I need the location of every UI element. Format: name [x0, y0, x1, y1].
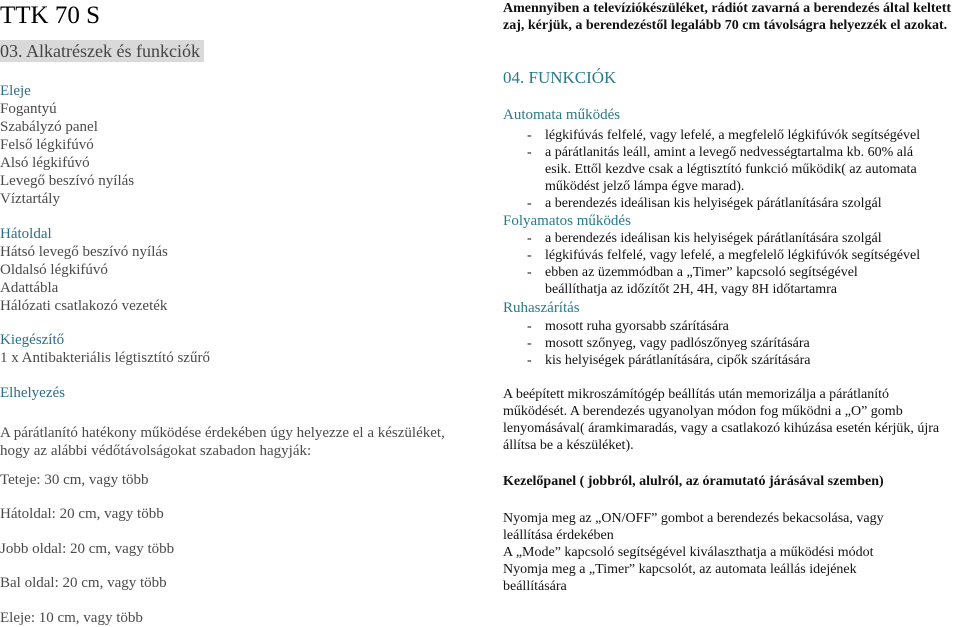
auto-bullet-text: légkifúvás felfelé, vagy lefelé, a megfelelő légkifúvók segítségével	[545, 128, 921, 143]
page-title: TTK 70 S	[0, 2, 100, 29]
distance-back: Hátoldal: 20 cm, vagy több	[0, 506, 164, 522]
drying-bullet: - mosott szőnyeg, vagy padlószőnyeg szárítására	[527, 336, 810, 351]
auto-bullet-cont: működést jelző lámpa égve marad).	[545, 179, 745, 194]
drying-bullet: - kis helyiségek párátlanítására, cipők szárítására	[527, 353, 811, 368]
continuous-bullet-text: légkifúvás felfelé, vagy lefelé, a megfelelő légkifúvók segítségével	[545, 248, 921, 263]
distance-right: Jobb oldal: 20 cm, vagy több	[0, 541, 175, 557]
auto-bullet: - légkifúvás felfelé, vagy lefelé, a megfelelő légkifúvók segítségével	[527, 128, 921, 143]
functions-heading: 04. FUNKCIÓK	[503, 68, 617, 87]
side-item: Hálózati csatlakozó vezeték	[0, 298, 168, 314]
auto-bullet: - a berendezés ideálisan kis helyiségek párátlanítására szolgál	[527, 196, 882, 211]
continuous-bullet-cont: beállíthatja az időzítőt 2H, 4H, vagy 8H időtartamra	[545, 282, 837, 297]
side-item: Hátsó levegő beszívó nyílás	[0, 244, 168, 260]
continuous-heading: Folyamatos működés	[503, 213, 631, 229]
continuous-bullet-text: a berendezés ideálisan kis helyiségek párátlanítására szolgál	[545, 231, 882, 246]
side-item: Adattábla	[0, 280, 59, 296]
drying-bullet-text: kis helyiségek párátlanítására, cipők szárítására	[545, 353, 811, 368]
auto-bullet: - a párátlanitás leáll, amint a levegő nedvességtartalma kb. 60% alá	[527, 145, 914, 160]
memory-paragraph: A beépített mikroszámítógép beállítás után memorizálja a párátlanító működését. A berendezés ugyanolyan módon fog működni a „O” gomb lenyomásával( áramkimaradás, vagy a csatlakozó kihúzása esetén kérjük, újra állítsa be a készüléket).	[503, 387, 940, 453]
drying-bullet: - mosott ruha gyorsabb szárítására	[527, 319, 729, 334]
panel-paragraph-timer: Nyomja meg a „Timer” kapcsolót, az automata leállás idejének beállítására	[503, 562, 857, 594]
drying-heading: Ruhaszárítás	[503, 300, 580, 316]
panel-paragraph-onoff: Nyomja meg az „ON/OFF” gombot a berendezés bekacsolása, vagy leállítása érdekében	[503, 511, 884, 543]
front-item: Szabályzó panel	[0, 119, 98, 135]
warning-paragraph: Amennyiben a televíziókészüléket, rádiót zavarná a berendezés által keltett zaj, kérjük, a berendezéstől legalább 70 cm távolságra helyezzék el azokat.	[503, 1, 952, 33]
auto-heading: Automata működés	[503, 107, 621, 123]
front-heading: Eleje	[0, 83, 31, 99]
auto-bullet-cont: esik. Ettől kezdve csak a légtisztító funkció működik( az automata	[545, 162, 917, 177]
front-item: Levegő beszívó nyílás	[0, 173, 135, 189]
panel-paragraph-mode: A „Mode” kapcsoló segítségével kiválaszthatja a működési módot	[503, 545, 874, 560]
continuous-bullet: - a berendezés ideálisan kis helyiségek párátlanítására szolgál	[527, 231, 882, 246]
distance-left: Bal oldal: 20 cm, vagy több	[0, 575, 167, 591]
auto-bullet-text: a berendezés ideálisan kis helyiségek párátlanítására szolgál	[545, 196, 882, 211]
front-item: Víztartály	[0, 191, 60, 207]
continuous-bullet: - ebben az üzemmódban a „Timer” kapcsoló segítségével	[527, 265, 858, 280]
accessory-item: 1 x Antibakteriális légtisztító szűrő	[0, 350, 210, 366]
panel-heading: Kezelőpanel ( jobbról, alulról, az óramutató járásával szemben)	[503, 474, 884, 489]
section-heading: 03. Alkatrészek és funkciók	[0, 40, 204, 62]
continuous-bullet-text: ebben az üzemmódban a „Timer” kapcsoló segítségével	[545, 265, 858, 280]
drying-bullet-text: mosott ruha gyorsabb szárítására	[545, 319, 729, 334]
side-heading: Hátoldal	[0, 226, 52, 242]
auto-bullet-text: a párátlanitás leáll, amint a levegő nedvességtartalma kb. 60% alá	[545, 145, 914, 160]
continuous-bullet: - légkifúvás felfelé, vagy lefelé, a megfelelő légkifúvók segítségével	[527, 248, 921, 263]
distance-top: Teteje: 30 cm, vagy több	[0, 472, 149, 488]
placement-intro: A párátlanító hatékony működése érdekében úgy helyezze el a készüléket, hogy az alábbi védőtávolságokat szabadon hagyják:	[0, 425, 445, 459]
drying-bullet-text: mosott szőnyeg, vagy padlószőnyeg szárítására	[545, 336, 810, 351]
placement-heading: Elhelyezés	[0, 385, 65, 401]
front-item: Felső légkifúvó	[0, 137, 94, 153]
distance-front: Eleje: 10 cm, vagy több	[0, 610, 143, 626]
side-item: Oldalsó légkifúvó	[0, 262, 108, 278]
accessory-heading: Kiegészítő	[0, 332, 65, 348]
front-item: Alsó légkifúvó	[0, 155, 90, 171]
front-item: Fogantyú	[0, 101, 57, 117]
